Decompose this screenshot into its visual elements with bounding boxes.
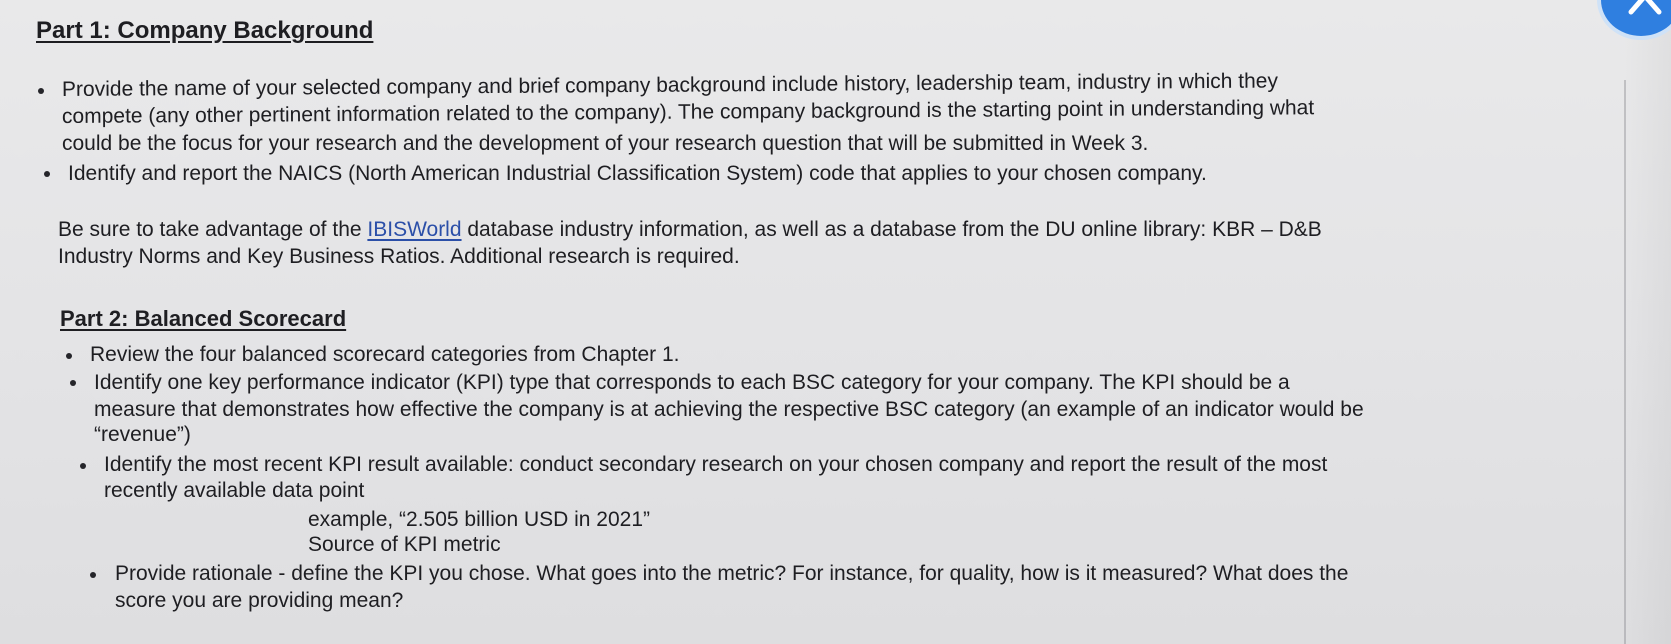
- part2-bullet2-line3: “revenue”): [94, 423, 191, 446]
- part1-bullet1-line1: Provide the name of your selected company and brief company background include history, leadership team, industry in which they: [61, 69, 1279, 101]
- part2-bullet1-line1: Review the four balanced scorecard categories from Chapter 1.: [90, 343, 680, 366]
- scroll-top-button[interactable]: [1597, 0, 1671, 40]
- part2-bullet2-line2: measure that demonstrates how effective the company is at achieving the respective BSC category (an example of an indicator would be: [94, 398, 1364, 421]
- part2-heading: Part 2: Balanced Scorecard: [60, 306, 347, 331]
- bullet-dot: [80, 463, 86, 469]
- part1-bullet1-line3: could be the focus for your research and the development of your research question that will be submitted in Week 3.: [62, 132, 1149, 155]
- bullet-dot: [44, 171, 50, 177]
- part2-bullet3-line2: recently available data point: [104, 479, 365, 502]
- chevron-up-icon: [1627, 0, 1663, 16]
- part1-note-before-link: Be sure to take advantage of the: [58, 218, 368, 241]
- part1-note-after-link: database industry information, as well as a database from the DU online library: KBR – D&B: [461, 218, 1322, 241]
- bullet-dot: [70, 380, 76, 386]
- bullet-dot: [66, 353, 72, 359]
- page-edge-shadow: [1623, 0, 1671, 644]
- page-edge-line: [1624, 80, 1626, 644]
- part1-bullet2-line1: Identify and report the NAICS (North American Industrial Classification System) code that applies to your chosen company.: [68, 162, 1207, 185]
- part2-bullet4-line1: Provide rationale - define the KPI you chose. What goes into the metric? For instance, for quality, how is it measured? What does the: [115, 562, 1349, 585]
- part2-bullet3-line1: Identify the most recent KPI result available: conduct secondary research on your chosen company and report the result of the most: [104, 453, 1328, 476]
- bullet-dot: [38, 88, 44, 94]
- ibisworld-link[interactable]: IBISWorld: [367, 218, 462, 241]
- part1-heading: Part 1: Company Background: [36, 17, 374, 44]
- part2-bullet3-sub1: example, “2.505 billion USD in 2021”: [308, 508, 651, 531]
- part2-bullet2-line1: Identify one key performance indicator (KPI) type that corresponds to each BSC category for your company. The KPI should be a: [94, 371, 1290, 394]
- part2-bullet4-line2: score you are providing mean?: [115, 589, 404, 612]
- bullet-dot: [90, 572, 96, 578]
- part1-note-line2: Industry Norms and Key Business Ratios. Additional research is required.: [58, 245, 740, 268]
- part2-bullet3-sub2: Source of KPI metric: [308, 533, 501, 556]
- part1-note-line1: [58, 217, 1322, 243]
- part1-bullet1-line2: compete (any other pertinent information related to the company). The company background is the starting point in understanding what: [61, 96, 1315, 128]
